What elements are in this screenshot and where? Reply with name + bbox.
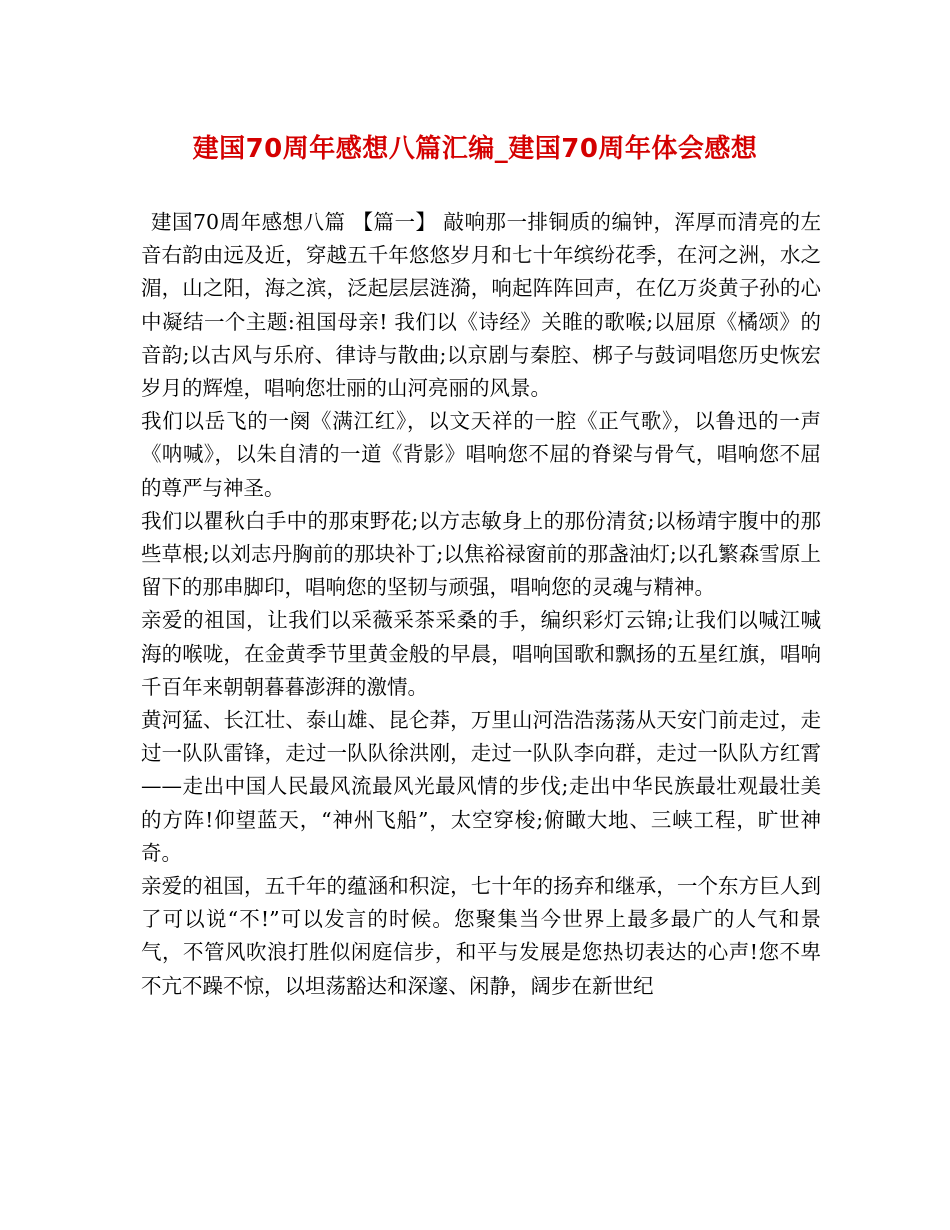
paragraph-4: 亲爱的祖国，让我们以采薇采茶采桑的手，编织彩灯云锦;让我们以喊江喊海的喉咙，在金黄季节里黄金般的早晨，唱响国歌和飘扬的五星红旗，唱响千百年来朝朝暮暮澎湃的激情。 <box>141 608 821 699</box>
paragraph-3: 我们以瞿秋白手中的那束野花;以方志敏身上的那份清贫;以杨靖宇腹中的那些草根;以刘志丹胸前的那块补丁;以焦裕禄窗前的那盏油灯;以孔繁森雪原上留下的那串脚印，唱响您的坚韧与顽强，唱响您的灵魂与精神。 <box>141 508 821 600</box>
document-title: 建国70周年感想八篇汇编_建国70周年体会感想 <box>192 134 758 164</box>
document-body <box>141 206 821 1003</box>
paragraph-2: 我们以岳飞的一阕《满江红》，以文天祥的一腔《正气歌》，以鲁迅的一声《呐喊》，以朱自清的一道《背影》唱响您不屈的脊梁与骨气，唱响您不屈的尊严与神圣。 <box>141 409 821 500</box>
paragraph-1: 建国70周年感想八篇 【篇一】 敲响那一排铜质的编钟，浑厚而清亮的左音右韵由远及近，穿越五千年悠悠岁月和七十年缤纷花季，在河之洲，水之湄，山之阳，海之滨，泛起层层涟漪，响起阵阵回声，在亿万炎黄子孙的心中凝结一个主题:祖国母亲! 我们以《诗经》关睢的歌喉;以屈原《橘颂》的音韵;以古风与乐府、律诗与散曲;以京剧与秦腔、梆子与鼓词唱您历史恢宏岁月的辉煌，唱响您壮丽的山河亮丽的风景。 <box>141 210 821 401</box>
paragraph-5: 黄河猛、长江壮、泰山雄、昆仑莽，万里山河浩浩荡荡从天安门前走过，走过一队队雷锋，走过一队队徐洪刚，走过一队队李向群，走过一队队方红霄——走出中国人民最风流最风光最风情的步伐;走出中华民族最壮观最壮美的方阵!仰望蓝天，“神州飞船”，太空穿梭;俯瞰大地、三峡工程，旷世神奇。 <box>141 708 821 865</box>
paragraph-6: 亲爱的祖国，五千年的蕴涵和积淀，七十年的扬弃和继承，一个东方巨人到了可以说“不!”可以发言的时候。您聚集当今世界上最多最广的人气和景气，不管风吹浪打胜似闲庭信步，和平与发展是您热切表达的心声!您不卑不亢不躁不惊，以坦荡豁达和深邃、闲静，阔步在新世纪 <box>141 874 821 998</box>
